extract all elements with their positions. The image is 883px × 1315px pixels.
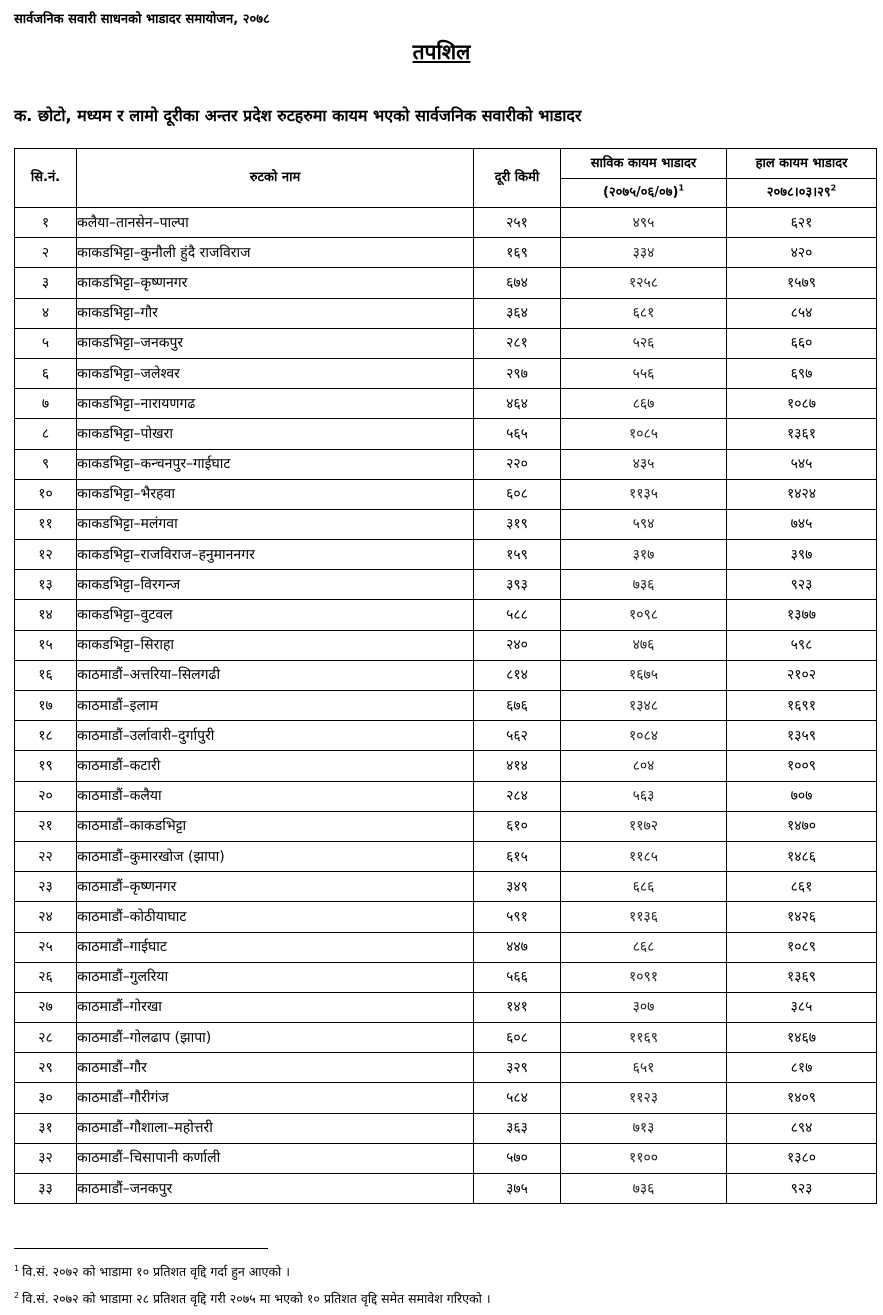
- cell-route: काठमाडौं–कुमारखोज (झापा): [77, 841, 474, 871]
- cell-route: काकडभिट्टा–जलेश्वर: [77, 358, 474, 388]
- footnote-ref-2[interactable]: 2: [830, 183, 837, 193]
- cell-route: काकडभिट्टा–कन्चनपुर–गाईघाट: [77, 449, 474, 479]
- cell-route: काठमाडौं–गोरखा: [77, 992, 474, 1022]
- cell-route: कलैया–तानसेन–पाल्पा: [77, 208, 474, 238]
- cell-route: काठमाडौं–कटारी: [77, 751, 474, 781]
- table-row: [15, 932, 877, 962]
- cell-new-fare: १४२६: [727, 902, 877, 932]
- cell-route: काठमाडौं–जनकपुर: [77, 1174, 474, 1204]
- cell-route: काठमाडौं–गौर: [77, 1053, 474, 1083]
- cell-sn: ५: [15, 328, 77, 358]
- table-row: [15, 811, 877, 841]
- table-row: [15, 1053, 877, 1083]
- cell-old-fare: ४३५: [561, 449, 727, 479]
- cell-sn: २१: [15, 811, 77, 841]
- cell-new-fare: १३७७: [727, 600, 877, 630]
- cell-old-fare: १६७५: [561, 660, 727, 690]
- cell-new-fare: १४७०: [727, 811, 877, 841]
- cell-sn: १९: [15, 751, 77, 781]
- header-sn: सि.नं.: [15, 149, 77, 208]
- cell-distance: २२०: [474, 449, 561, 479]
- cell-new-fare: ३९७: [727, 540, 877, 570]
- cell-new-fare: ६९७: [727, 358, 877, 388]
- cell-new-fare: १००९: [727, 751, 877, 781]
- cell-distance: ६१५: [474, 841, 561, 871]
- table-row: [15, 479, 877, 509]
- header-old-fare-date: [561, 179, 727, 208]
- cell-route: काकडभिट्टा–पोखरा: [77, 419, 474, 449]
- table-row: [15, 902, 877, 932]
- cell-new-fare: ४२०: [727, 238, 877, 268]
- cell-old-fare: ३१७: [561, 540, 727, 570]
- cell-old-fare: ३०७: [561, 992, 727, 1022]
- cell-distance: ३७५: [474, 1174, 561, 1204]
- cell-sn: १३: [15, 570, 77, 600]
- cell-old-fare: ३३४: [561, 238, 727, 268]
- table-body: [15, 208, 877, 1204]
- cell-old-fare: ७३६: [561, 570, 727, 600]
- cell-sn: १६: [15, 660, 77, 690]
- cell-distance: ५६५: [474, 419, 561, 449]
- cell-distance: ५६६: [474, 962, 561, 992]
- cell-old-fare: ७१३: [561, 1113, 727, 1143]
- cell-new-fare: १३८०: [727, 1143, 877, 1173]
- cell-new-fare: ६६०: [727, 328, 877, 358]
- cell-sn: २९: [15, 1053, 77, 1083]
- cell-old-fare: ८०४: [561, 751, 727, 781]
- cell-new-fare: ६२१: [727, 208, 877, 238]
- cell-sn: ३२: [15, 1143, 77, 1173]
- cell-sn: २०: [15, 781, 77, 811]
- table-row: [15, 691, 877, 721]
- cell-old-fare: ११७२: [561, 811, 727, 841]
- cell-distance: ५८४: [474, 1083, 561, 1113]
- table-row: [15, 358, 877, 388]
- cell-distance: ४६४: [474, 389, 561, 419]
- footnote-mark: 1: [14, 1263, 20, 1273]
- table-row: [15, 721, 877, 751]
- cell-distance: १५९: [474, 540, 561, 570]
- cell-route: काकडभिट्टा–जनकपुर: [77, 328, 474, 358]
- cell-old-fare: ८६८: [561, 932, 727, 962]
- cell-distance: ३४९: [474, 872, 561, 902]
- header-new-fare-date: [727, 179, 877, 208]
- cell-route: काकडभिट्टा–सिराहा: [77, 630, 474, 660]
- cell-sn: २४: [15, 902, 77, 932]
- cell-route: काठमाडौं–गोलढाप (झापा): [77, 1023, 474, 1053]
- cell-new-fare: ५४५: [727, 449, 877, 479]
- table-row: [15, 1113, 877, 1143]
- header-new-fare: हाल कायम भाडादर: [727, 149, 877, 179]
- footnote-text: वि.सं. २०७२ को भाडामा २८ प्रतिशत वृद्दि गरी २०७५ मा भएको १० प्रतिशत वृद्दि समेत समावेश गरिएको ।: [22, 1291, 491, 1306]
- cell-distance: ६१०: [474, 811, 561, 841]
- cell-old-fare: १३४८: [561, 691, 727, 721]
- cell-old-fare: ४९५: [561, 208, 727, 238]
- cell-old-fare: ६८६: [561, 872, 727, 902]
- table-header-row: [15, 149, 877, 179]
- cell-sn: १०: [15, 479, 77, 509]
- cell-old-fare: १०८५: [561, 419, 727, 449]
- table-row: [15, 449, 877, 479]
- cell-distance: १६९: [474, 238, 561, 268]
- table-row: [15, 781, 877, 811]
- cell-distance: ५६२: [474, 721, 561, 751]
- cell-new-fare: ८६१: [727, 872, 877, 902]
- fare-table: [14, 148, 877, 1204]
- cell-old-fare: ५९४: [561, 509, 727, 539]
- table-row: [15, 509, 877, 539]
- header-old-fare: साविक कायम भाडादर: [561, 149, 727, 179]
- table-row: [15, 570, 877, 600]
- cell-new-fare: १३६१: [727, 419, 877, 449]
- cell-distance: ६७६: [474, 691, 561, 721]
- cell-distance: ६७४: [474, 268, 561, 298]
- cell-old-fare: ४७६: [561, 630, 727, 660]
- cell-old-fare: १०९१: [561, 962, 727, 992]
- table-row: [15, 208, 877, 238]
- cell-route: काठमाडौं–चिसापानी कर्णाली: [77, 1143, 474, 1173]
- document-title: तपशिल: [412, 40, 471, 64]
- cell-route: काठमाडौं–अत्तरिया–सिलगढी: [77, 660, 474, 690]
- cell-route: काकडभिट्टा–कुनौली हुंदै राजविराज: [77, 238, 474, 268]
- cell-distance: २८४: [474, 781, 561, 811]
- cell-route: काठमाडौं–गुलरिया: [77, 962, 474, 992]
- cell-old-fare: १२५८: [561, 268, 727, 298]
- cell-old-fare: ५६३: [561, 781, 727, 811]
- table-row: [15, 1023, 877, 1053]
- cell-route: काकडभिट्टा–राजविराज–हनुमाननगर: [77, 540, 474, 570]
- cell-old-fare: ६५१: [561, 1053, 727, 1083]
- cell-route: काठमाडौं–कलैया: [77, 781, 474, 811]
- table-row: [15, 962, 877, 992]
- cell-old-fare: ११२३: [561, 1083, 727, 1113]
- cell-old-fare: ८६७: [561, 389, 727, 419]
- cell-new-fare: १३५९: [727, 721, 877, 751]
- cell-distance: ५८८: [474, 600, 561, 630]
- cell-route: काठमाडौं–गौशाला–महोत्तरी: [77, 1113, 474, 1143]
- cell-old-fare: १०८४: [561, 721, 727, 751]
- footnote-ref-1[interactable]: 1: [678, 183, 685, 193]
- cell-old-fare: ६८१: [561, 298, 727, 328]
- cell-new-fare: १४८६: [727, 841, 877, 871]
- cell-route: काठमाडौं–काकडभिट्टा: [77, 811, 474, 841]
- cell-sn: ६: [15, 358, 77, 388]
- cell-route: काकडभिट्टा–भैरहवा: [77, 479, 474, 509]
- cell-sn: २: [15, 238, 77, 268]
- cell-old-fare: ५२६: [561, 328, 727, 358]
- table-row: [15, 238, 877, 268]
- table-row: [15, 872, 877, 902]
- table-row: [15, 298, 877, 328]
- cell-new-fare: २१०२: [727, 660, 877, 690]
- table-row: [15, 1143, 877, 1173]
- cell-sn: २२: [15, 841, 77, 871]
- table-row: [15, 992, 877, 1022]
- cell-sn: ११: [15, 509, 77, 539]
- cell-old-fare: ५५६: [561, 358, 727, 388]
- cell-distance: ३९३: [474, 570, 561, 600]
- cell-new-fare: ८५४: [727, 298, 877, 328]
- cell-sn: १७: [15, 691, 77, 721]
- cell-new-fare: १०८९: [727, 932, 877, 962]
- cell-sn: ८: [15, 419, 77, 449]
- footnote-separator: [14, 1248, 268, 1249]
- cell-old-fare: ११६९: [561, 1023, 727, 1053]
- cell-new-fare: ७०७: [727, 781, 877, 811]
- table-row: [15, 841, 877, 871]
- footnote-mark: 2: [14, 1290, 20, 1300]
- cell-sn: ३१: [15, 1113, 77, 1143]
- cell-distance: १४१: [474, 992, 561, 1022]
- cell-sn: ४: [15, 298, 77, 328]
- table-row: [15, 1083, 877, 1113]
- cell-sn: ९: [15, 449, 77, 479]
- cell-distance: ६०८: [474, 1023, 561, 1053]
- cell-new-fare: ५९८: [727, 630, 877, 660]
- cell-new-fare: ९२३: [727, 570, 877, 600]
- cell-sn: २३: [15, 872, 77, 902]
- cell-distance: २५१: [474, 208, 561, 238]
- cell-sn: १८: [15, 721, 77, 751]
- cell-distance: ६०८: [474, 479, 561, 509]
- table-row: [15, 630, 877, 660]
- cell-new-fare: १४२४: [727, 479, 877, 509]
- cell-new-fare: १४०९: [727, 1083, 877, 1113]
- cell-new-fare: ७४५: [727, 509, 877, 539]
- cell-distance: ३६४: [474, 298, 561, 328]
- table-row: [15, 751, 877, 781]
- cell-new-fare: १४६७: [727, 1023, 877, 1053]
- section-heading: क. छोटो, मध्यम र लामो दूरीका अन्तर प्रदेश रुटहरुमा कायम भएको सार्वजनिक सवारीको भाडादर: [14, 106, 582, 125]
- table-row: [15, 389, 877, 419]
- cell-sn: ३: [15, 268, 77, 298]
- table-row: [15, 1174, 877, 1204]
- cell-distance: ८१४: [474, 660, 561, 690]
- cell-old-fare: ११३५: [561, 479, 727, 509]
- cell-sn: ७: [15, 389, 77, 419]
- cell-route: काकडभिट्टा–विरगन्ज: [77, 570, 474, 600]
- header-route: रुटको नाम: [77, 149, 474, 208]
- cell-distance: ३२९: [474, 1053, 561, 1083]
- cell-distance: ४४७: [474, 932, 561, 962]
- document-header: सार्वजनिक सवारी साधनको भाडादर समायोजन, २०७८: [14, 12, 270, 27]
- cell-route: काठमाडौं–गाईघाट: [77, 932, 474, 962]
- cell-distance: ३१९: [474, 509, 561, 539]
- cell-old-fare: ७३६: [561, 1174, 727, 1204]
- old-fare-date: (२०७५/०६/०७): [602, 185, 679, 200]
- table-row: [15, 660, 877, 690]
- cell-route: काकडभिट्टा–मलंगवा: [77, 509, 474, 539]
- new-fare-date: २०७८।०३।२९: [766, 185, 831, 200]
- cell-new-fare: ८९४: [727, 1113, 877, 1143]
- cell-new-fare: ९२३: [727, 1174, 877, 1204]
- cell-route: काठमाडौं–उर्लावारी–दुर्गापुरी: [77, 721, 474, 751]
- cell-route: काकडभिट्टा–कृष्णनगर: [77, 268, 474, 298]
- cell-route: काकडभिट्टा–वुटवल: [77, 600, 474, 630]
- table-row: [15, 600, 877, 630]
- cell-old-fare: १०९८: [561, 600, 727, 630]
- cell-route: काकडभिट्टा–गौर: [77, 298, 474, 328]
- footnote-1: [14, 1263, 290, 1280]
- cell-distance: २९७: [474, 358, 561, 388]
- cell-old-fare: ११३६: [561, 902, 727, 932]
- cell-sn: २८: [15, 1023, 77, 1053]
- cell-old-fare: ११८५: [561, 841, 727, 871]
- table-row: [15, 328, 877, 358]
- cell-route: काठमाडौं–कोठीयाघाट: [77, 902, 474, 932]
- cell-new-fare: १०८७: [727, 389, 877, 419]
- cell-new-fare: १५७९: [727, 268, 877, 298]
- table-row: [15, 540, 877, 570]
- cell-sn: १: [15, 208, 77, 238]
- cell-old-fare: ११००: [561, 1143, 727, 1173]
- cell-sn: २६: [15, 962, 77, 992]
- cell-distance: ५७०: [474, 1143, 561, 1173]
- cell-distance: २८१: [474, 328, 561, 358]
- cell-route: काठमाडौं–गौरीगंज: [77, 1083, 474, 1113]
- cell-new-fare: १३६९: [727, 962, 877, 992]
- cell-new-fare: ८१७: [727, 1053, 877, 1083]
- cell-distance: ५९१: [474, 902, 561, 932]
- cell-new-fare: १६९१: [727, 691, 877, 721]
- table-row: [15, 268, 877, 298]
- cell-route: काठमाडौं–कृष्णनगर: [77, 872, 474, 902]
- table-row: [15, 419, 877, 449]
- footnote-2: [14, 1290, 491, 1307]
- cell-sn: २५: [15, 932, 77, 962]
- cell-sn: २७: [15, 992, 77, 1022]
- cell-distance: ४१४: [474, 751, 561, 781]
- cell-new-fare: ३८५: [727, 992, 877, 1022]
- header-distance: दूरी किमी: [474, 149, 561, 208]
- footnote-text: वि.सं. २०७२ को भाडामा १० प्रतिशत वृद्दि गर्दा हुन आएको ।: [22, 1264, 291, 1279]
- cell-route: काकडभिट्टा–नारायणगढ: [77, 389, 474, 419]
- cell-sn: ३०: [15, 1083, 77, 1113]
- cell-route: काठमाडौं–इलाम: [77, 691, 474, 721]
- cell-distance: ३६३: [474, 1113, 561, 1143]
- cell-distance: २४०: [474, 630, 561, 660]
- cell-sn: १४: [15, 600, 77, 630]
- cell-sn: ३३: [15, 1174, 77, 1204]
- cell-sn: १२: [15, 540, 77, 570]
- cell-sn: १५: [15, 630, 77, 660]
